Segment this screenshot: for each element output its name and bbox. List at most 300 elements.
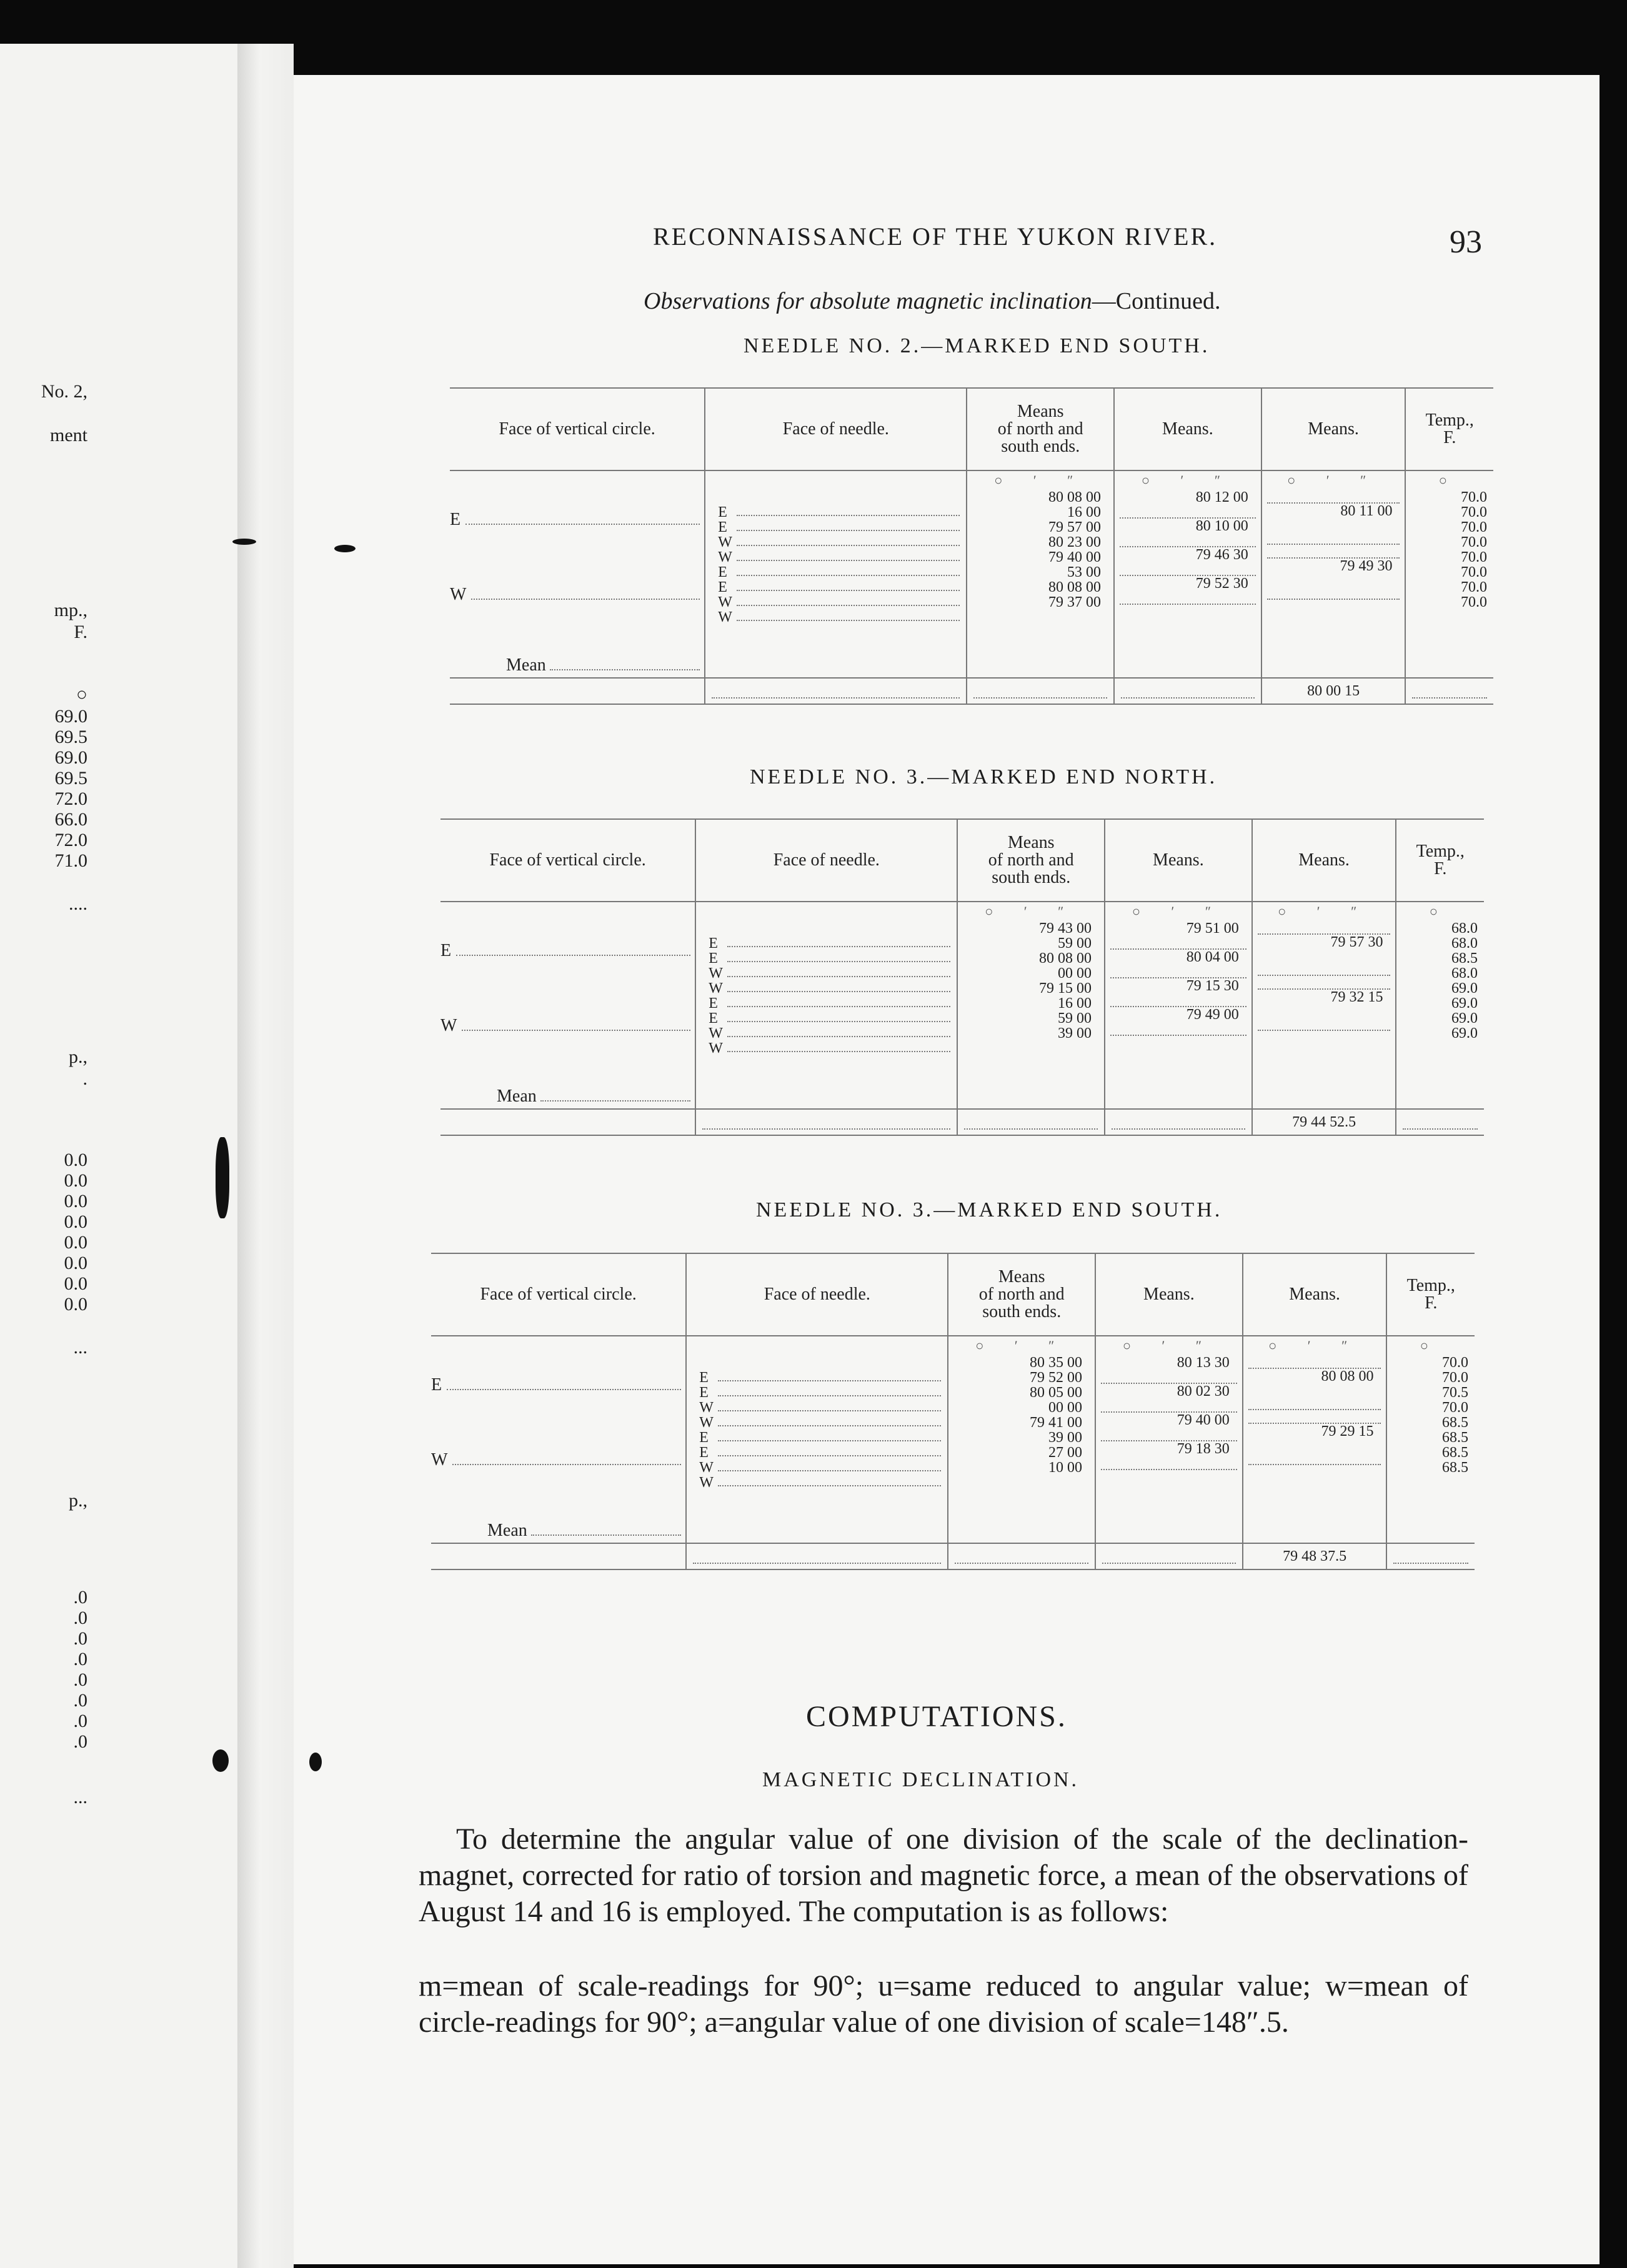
- means2-cell: [1243, 1336, 1387, 1543]
- dot-leader: [702, 1110, 950, 1130]
- column-header: [957, 819, 1105, 902]
- scan-mark: [232, 539, 256, 545]
- means2-value: 79 29 15: [1321, 1423, 1374, 1440]
- degree-units: ○ ′ ″: [1122, 1338, 1216, 1353]
- dot-leader: [1102, 1544, 1236, 1564]
- means-value: 80 04 00: [1186, 949, 1239, 965]
- ns-mean-value: 00 00: [1048, 1400, 1083, 1416]
- dot-leader: [471, 585, 700, 600]
- mean-row-cell: [705, 678, 967, 704]
- left-page-fragment: .0: [73, 1711, 87, 1731]
- table-title: NEEDLE NO. 3.—MARKED END SOUTH.: [756, 1198, 1223, 1221]
- left-page-fragment: .0: [73, 1649, 87, 1669]
- column-header-line: F.: [1425, 1293, 1438, 1313]
- face-needle-inner: [696, 902, 957, 1056]
- face-needle-cell: [695, 902, 957, 1109]
- degree-units: ○ ′ ″: [1268, 1338, 1361, 1353]
- mean-row-cell: [686, 1543, 948, 1569]
- face-circle-cell: [440, 902, 695, 1109]
- dot-leader: [737, 535, 960, 546]
- temp-value: 70.0: [1461, 564, 1487, 580]
- needle-face: E: [709, 995, 718, 1012]
- column-header-line: of north and: [988, 850, 1074, 870]
- needle-row: [718, 580, 960, 595]
- face-circle-inner: [431, 1336, 685, 1543]
- means-cell: [1114, 470, 1261, 678]
- needle-face: E: [709, 950, 718, 967]
- needle-row: [709, 936, 950, 951]
- means-value: 80 13 30: [1177, 1355, 1230, 1371]
- column-header: [1386, 1253, 1475, 1336]
- dot-leader: [1121, 679, 1255, 699]
- ns-mean-value: 79 41 00: [1030, 1415, 1083, 1431]
- degree-units: ○ ′ ″: [975, 1338, 1068, 1353]
- temp-value: 70.0: [1442, 1355, 1468, 1371]
- means2-cell: [1261, 470, 1406, 678]
- column-header-line: Face of vertical circle.: [499, 419, 655, 439]
- temp-value: 70.0: [1461, 489, 1487, 505]
- degree-units: ○ ′ ″: [1277, 903, 1371, 919]
- dot-leader: [1248, 1355, 1381, 1369]
- ns-mean-value: 27 00: [1048, 1445, 1083, 1461]
- mean-row-cell: [450, 678, 705, 704]
- dot-leader: [727, 996, 950, 1007]
- face-circle-row: [450, 510, 700, 530]
- column-header: [948, 1253, 1095, 1336]
- mean-row-cell: [957, 1109, 1105, 1135]
- face-circle-cell: [450, 470, 705, 678]
- column-header-line: Means.: [1298, 850, 1350, 870]
- temp-value: 70.0: [1461, 534, 1487, 550]
- dot-leader: [1403, 1110, 1478, 1130]
- page-number: 93: [1450, 224, 1482, 260]
- needle-row: [709, 996, 950, 1011]
- column-header: [1261, 388, 1406, 470]
- table-title: NEEDLE NO. 2.—MARKED END SOUTH.: [744, 334, 1210, 357]
- dot-leader: [1393, 1544, 1468, 1564]
- dot-leader: [1258, 921, 1391, 935]
- column-header: [1114, 388, 1261, 470]
- ns-mean-value: 79 52 00: [1030, 1370, 1083, 1386]
- dot-leader: [1267, 519, 1400, 545]
- column-header: [705, 388, 967, 470]
- computations-paragraph-2: m=mean of scale-readings for 90°; u=same reduced to angular value; w=mean of circle-readings for 90°; a=angular value of one division of scale=148″.5.: [419, 1969, 1468, 2039]
- running-title: RECONNAISSANCE OF THE YUKON RIVER.: [653, 222, 1218, 251]
- face-needle-inner: [705, 471, 966, 625]
- dot-leader: [447, 1375, 681, 1390]
- ns-mean-value: 16 00: [1067, 504, 1102, 520]
- ns-mean-value: 80 08 00: [1048, 579, 1102, 595]
- means-value: 79 46 30: [1195, 547, 1248, 563]
- dot-leader: [1101, 1399, 1237, 1413]
- left-page-fragment: 0.0: [64, 1170, 87, 1191]
- ns-mean-value: 80 08 00: [1048, 489, 1102, 505]
- needle-row: [699, 1445, 941, 1460]
- dot-leader: [727, 981, 950, 992]
- dot-leader: [737, 565, 960, 576]
- needle-face: E: [709, 1010, 718, 1027]
- needle-row: [709, 966, 950, 981]
- face-needle-cell: [705, 470, 967, 678]
- degree-units: ○ ′ ″: [994, 472, 1087, 488]
- column-header-line: Face of needle.: [764, 1285, 870, 1304]
- left-page-fragment: 69.0: [54, 747, 87, 768]
- left-page-fragment: .0: [73, 1608, 87, 1628]
- ns-mean-value: 16 00: [1058, 995, 1092, 1012]
- column-header-line: Face of needle.: [782, 419, 889, 439]
- dot-leader: [693, 1544, 941, 1564]
- face-circle-label: W: [450, 585, 467, 604]
- dot-leader: [1248, 1384, 1381, 1410]
- face-circle-inner: [450, 471, 704, 677]
- dot-leader: [737, 580, 960, 591]
- left-page-fragment: 72.0: [54, 788, 87, 809]
- temp-value: 68.5: [1442, 1445, 1468, 1461]
- needle-row: [709, 981, 950, 996]
- column-header-line: Temp.,: [1425, 410, 1474, 430]
- means-value: 79 15 30: [1186, 978, 1239, 994]
- dot-leader: [727, 936, 950, 947]
- mean-row-cell: [1396, 1109, 1484, 1135]
- dot-leader: [1258, 950, 1391, 976]
- means-value: 79 52 30: [1195, 575, 1248, 592]
- means2-cell: [1252, 902, 1396, 1109]
- dot-leader: [718, 1370, 941, 1381]
- temp-value: 70.0: [1461, 519, 1487, 535]
- left-page-fragment: 66.0: [54, 809, 87, 830]
- dot-leader: [1101, 1456, 1237, 1470]
- column-header: [450, 388, 705, 470]
- column-header-line: F.: [1434, 859, 1447, 878]
- dot-leader: [1110, 993, 1246, 1007]
- column-header-line: Means.: [1143, 1285, 1195, 1304]
- column-header-line: Means.: [1289, 1285, 1340, 1304]
- column-header-line: south ends.: [1001, 437, 1080, 456]
- left-page-fragment: .0: [73, 1690, 87, 1711]
- left-page-fragment: 0.0: [64, 1232, 87, 1253]
- mean-row-cell: [1243, 1543, 1387, 1569]
- means-value: 80 12 00: [1195, 489, 1248, 505]
- dot-leader: [1101, 1428, 1237, 1441]
- ns-mean-value: 79 57 00: [1048, 519, 1102, 535]
- dot-leader: [456, 941, 690, 956]
- left-page-fragment: ...: [73, 1337, 87, 1358]
- temp-value: 69.0: [1451, 995, 1478, 1012]
- dot-leader: [718, 1385, 941, 1396]
- face-circle-row: [431, 1375, 681, 1395]
- face-circle-cell: [431, 1336, 686, 1543]
- temp-cell: [1396, 902, 1484, 1109]
- means-value: 79 18 30: [1177, 1441, 1230, 1457]
- dot-leader: [718, 1475, 941, 1486]
- needle-row: [699, 1430, 941, 1445]
- ns-mean-value: 00 00: [1058, 965, 1092, 982]
- dot-leader: [973, 679, 1107, 699]
- needle-face: W: [699, 1460, 714, 1476]
- face-circle-label: W: [431, 1450, 448, 1470]
- dot-leader: [718, 1400, 941, 1411]
- needle-face: W: [718, 549, 732, 565]
- dot-leader: [1267, 574, 1400, 600]
- means2-value: 79 49 30: [1340, 558, 1393, 574]
- column-header: [1396, 819, 1484, 902]
- temp-value: 69.0: [1451, 980, 1478, 997]
- left-page-fragment: .0: [73, 1669, 87, 1690]
- mean-row-cell: [1252, 1109, 1396, 1135]
- needle-row: [718, 505, 960, 520]
- subtitle-plain: —Continued.: [1092, 288, 1221, 314]
- temp-value: 70.0: [1461, 579, 1487, 595]
- needle-row: [699, 1415, 941, 1430]
- observation-table: [431, 1253, 1475, 1570]
- degree-units: ○ ′ ″: [1141, 472, 1235, 488]
- mean-row-cell: [967, 678, 1114, 704]
- left-page-fragment: 0.0: [64, 1211, 87, 1232]
- degree-units: ○: [1420, 1338, 1442, 1353]
- temp-value: 70.0: [1442, 1400, 1468, 1416]
- column-header-line: of north and: [978, 1285, 1065, 1304]
- temp-value: 68.0: [1451, 920, 1478, 937]
- needle-row: [718, 565, 960, 580]
- degree-units: ○: [1438, 472, 1461, 488]
- column-header: [1095, 1253, 1243, 1336]
- needle-face: E: [718, 579, 727, 595]
- dot-leader: [955, 1544, 1088, 1564]
- temp-value: 69.0: [1451, 1025, 1478, 1042]
- needle-face: E: [718, 504, 727, 520]
- temp-value: 70.0: [1442, 1370, 1468, 1386]
- means-value: 80 02 30: [1177, 1383, 1230, 1400]
- column-header-line: F.: [1443, 428, 1456, 447]
- dot-leader: [712, 679, 960, 699]
- ns-mean-value: 80 23 00: [1048, 534, 1102, 550]
- left-page-fragment: .: [82, 1068, 87, 1089]
- scan-mark: [309, 1753, 322, 1771]
- ns-means-cell: [948, 1336, 1095, 1543]
- face-circle-row: [431, 1450, 681, 1470]
- dot-leader: [964, 1110, 1098, 1130]
- left-page-fragment: mp.,: [54, 600, 87, 620]
- dot-leader: [465, 510, 700, 525]
- computations-subtitle: MAGNETIC DECLINATION.: [762, 1768, 1080, 1791]
- needle-row: [709, 1041, 950, 1056]
- needle-face: W: [709, 1025, 723, 1042]
- dot-leader: [727, 1011, 950, 1022]
- ns-mean-value: 80 08 00: [1039, 950, 1092, 967]
- left-page-fragment: .0: [73, 1628, 87, 1649]
- ns-mean-value: 79 43 00: [1039, 920, 1092, 937]
- needle-row: [718, 520, 960, 535]
- mean-label: Mean: [497, 1087, 537, 1106]
- left-page-fragment: 0.0: [64, 1273, 87, 1294]
- column-header-line: Means: [1017, 402, 1064, 421]
- temp-cell: [1386, 1336, 1475, 1543]
- ns-means-cell: [957, 902, 1105, 1109]
- mean-label: Mean: [506, 655, 546, 675]
- temp-value: 70.0: [1461, 594, 1487, 610]
- column-header: [1243, 1253, 1387, 1336]
- temp-value: 68.5: [1451, 950, 1478, 967]
- needle-face: E: [709, 935, 718, 952]
- column-header-line: Face of vertical circle.: [489, 850, 646, 870]
- left-page-fragment: ○: [76, 684, 87, 705]
- needle-row: [718, 610, 960, 625]
- needle-row: [709, 1026, 950, 1041]
- means-cell: [1105, 902, 1252, 1109]
- dot-leader: [462, 1016, 690, 1031]
- column-header-line: Means: [1007, 833, 1055, 852]
- left-page-fragment: 69.5: [54, 727, 87, 747]
- means-value: 79 40 00: [1177, 1412, 1230, 1428]
- table-title: NEEDLE NO. 3.—MARKED END NORTH.: [750, 765, 1218, 788]
- scan-mark: [334, 545, 356, 552]
- needle-face: W: [699, 1400, 714, 1416]
- column-header-line: Temp.,: [1416, 842, 1465, 861]
- dot-leader: [727, 1041, 950, 1052]
- column-header-line: Means.: [1153, 850, 1204, 870]
- needle-row: [699, 1475, 941, 1490]
- column-header: [695, 819, 957, 902]
- temp-value: 69.0: [1451, 1010, 1478, 1027]
- dot-leader: [1120, 562, 1256, 576]
- needle-face: W: [718, 594, 732, 610]
- needle-row: [699, 1385, 941, 1400]
- dot-leader: [1412, 679, 1487, 699]
- column-header-line: Face of vertical circle.: [480, 1285, 637, 1304]
- face-needle-inner: [687, 1336, 947, 1490]
- needle-row: [709, 1011, 950, 1026]
- dot-leader: [737, 550, 960, 561]
- column-header-line: south ends.: [992, 868, 1071, 887]
- temp-value: 70.0: [1461, 504, 1487, 520]
- left-page-fragment: F.: [74, 622, 87, 642]
- column-header: [1252, 819, 1396, 902]
- column-header: [1105, 819, 1252, 902]
- column-header-line: south ends.: [982, 1302, 1062, 1321]
- dot-leader: [1248, 1439, 1381, 1465]
- mean-row-cell: [1386, 1543, 1475, 1569]
- face-circle-row: [440, 941, 690, 961]
- dot-leader: [540, 1087, 690, 1102]
- temp-value: 70.0: [1461, 549, 1487, 565]
- computations-paragraph-1: To determine the angular value of one division of the scale of the declination-magnet, corrected for ratio of torsion and magnetic force, a mean of the observations of August 14 and 16 is employed. The computation is as follows:: [419, 1823, 1468, 1928]
- ns-mean-value: 10 00: [1048, 1460, 1083, 1476]
- column-header: [967, 388, 1114, 470]
- degree-units: ○ ′ ″: [1286, 472, 1380, 488]
- means-value: 79 49 00: [1186, 1007, 1239, 1023]
- dot-leader: [1110, 936, 1246, 950]
- temp-value: 68.5: [1442, 1415, 1468, 1431]
- needle-face: E: [699, 1430, 709, 1446]
- temp-value: 70.5: [1442, 1385, 1468, 1401]
- dot-leader: [727, 1026, 950, 1037]
- column-header-line: Means: [998, 1267, 1045, 1286]
- left-page-fragment: p.,: [69, 1490, 87, 1511]
- column-header-line: Face of needle.: [773, 850, 880, 870]
- column-header-line: of north and: [997, 419, 1083, 439]
- subtitle-italic: Observations for absolute magnetic inclination: [644, 288, 1092, 314]
- dot-leader: [1120, 505, 1256, 519]
- needle-face: E: [718, 564, 727, 580]
- dot-leader: [737, 520, 960, 531]
- mean-row-cell: [1114, 678, 1261, 704]
- scan-mark: [216, 1137, 229, 1218]
- mean-label-row: [497, 1087, 690, 1107]
- needle-face: W: [718, 534, 732, 550]
- computations-title: COMPUTATIONS.: [806, 1700, 1067, 1733]
- column-header-line: Means.: [1308, 419, 1359, 439]
- left-page-fragment: No. 2,: [41, 381, 87, 402]
- needle-face: W: [709, 1040, 723, 1057]
- needle-face: E: [699, 1370, 709, 1386]
- column-header: [686, 1253, 948, 1336]
- temp-value: 68.0: [1451, 965, 1478, 982]
- needle-row: [718, 550, 960, 565]
- ns-mean-value: 80 35 00: [1030, 1355, 1083, 1371]
- needle-row: [699, 1400, 941, 1415]
- ns-mean-value: 53 00: [1067, 564, 1102, 580]
- degree-units: ○: [1429, 903, 1451, 919]
- means2-value: 79 57 30: [1330, 934, 1383, 950]
- needle-face: W: [709, 965, 723, 982]
- ns-mean-value: 39 00: [1048, 1430, 1083, 1446]
- column-header: [440, 819, 695, 902]
- dot-leader: [737, 610, 960, 621]
- means-value: 79 51 00: [1186, 920, 1239, 937]
- mean-row-cell: [431, 1543, 686, 1569]
- needle-face: W: [699, 1475, 714, 1491]
- column-header: [431, 1253, 686, 1336]
- scan-mark: [212, 1749, 229, 1772]
- face-needle-cell: [686, 1336, 948, 1543]
- ns-means-cell: [967, 470, 1114, 678]
- dot-leader: [737, 595, 960, 606]
- dot-leader: [718, 1445, 941, 1456]
- mean-row-cell: [1095, 1543, 1243, 1569]
- needle-face: W: [709, 980, 723, 997]
- mean-label: Mean: [487, 1521, 527, 1540]
- left-page-fragment: ....: [69, 893, 87, 914]
- dot-leader: [1258, 976, 1391, 990]
- face-circle-label: E: [450, 510, 461, 529]
- face-circle-label: E: [440, 941, 452, 960]
- mean-row-cell: [1261, 678, 1406, 704]
- left-page-fragment: 69.5: [54, 768, 87, 788]
- means2-value: 80 08 00: [1321, 1368, 1374, 1385]
- ns-mean-value: 59 00: [1058, 935, 1092, 952]
- needle-row: [718, 595, 960, 610]
- needle-face: W: [718, 609, 732, 625]
- dot-leader: [1101, 1370, 1237, 1384]
- overall-mean-value: 79 48 37.5: [1283, 1548, 1347, 1564]
- means-value: 80 10 00: [1195, 518, 1248, 534]
- temp-value: 68.5: [1442, 1460, 1468, 1476]
- left-page-fragment: p.,: [69, 1047, 87, 1067]
- temp-value: 68.5: [1442, 1430, 1468, 1446]
- dot-leader: [727, 966, 950, 977]
- needle-row: [699, 1370, 941, 1385]
- column-header: [1405, 388, 1493, 470]
- dot-leader: [718, 1430, 941, 1441]
- page-gutter: [237, 44, 294, 2268]
- face-circle-label: E: [431, 1375, 442, 1395]
- ns-mean-value: 59 00: [1058, 1010, 1092, 1027]
- left-page-fragment: 0.0: [64, 1150, 87, 1170]
- mean-row-cell: [948, 1543, 1095, 1569]
- mean-row-cell: [1105, 1109, 1252, 1135]
- degree-units: ○ ′ ″: [1132, 903, 1225, 919]
- mean-row-cell: [440, 1109, 695, 1135]
